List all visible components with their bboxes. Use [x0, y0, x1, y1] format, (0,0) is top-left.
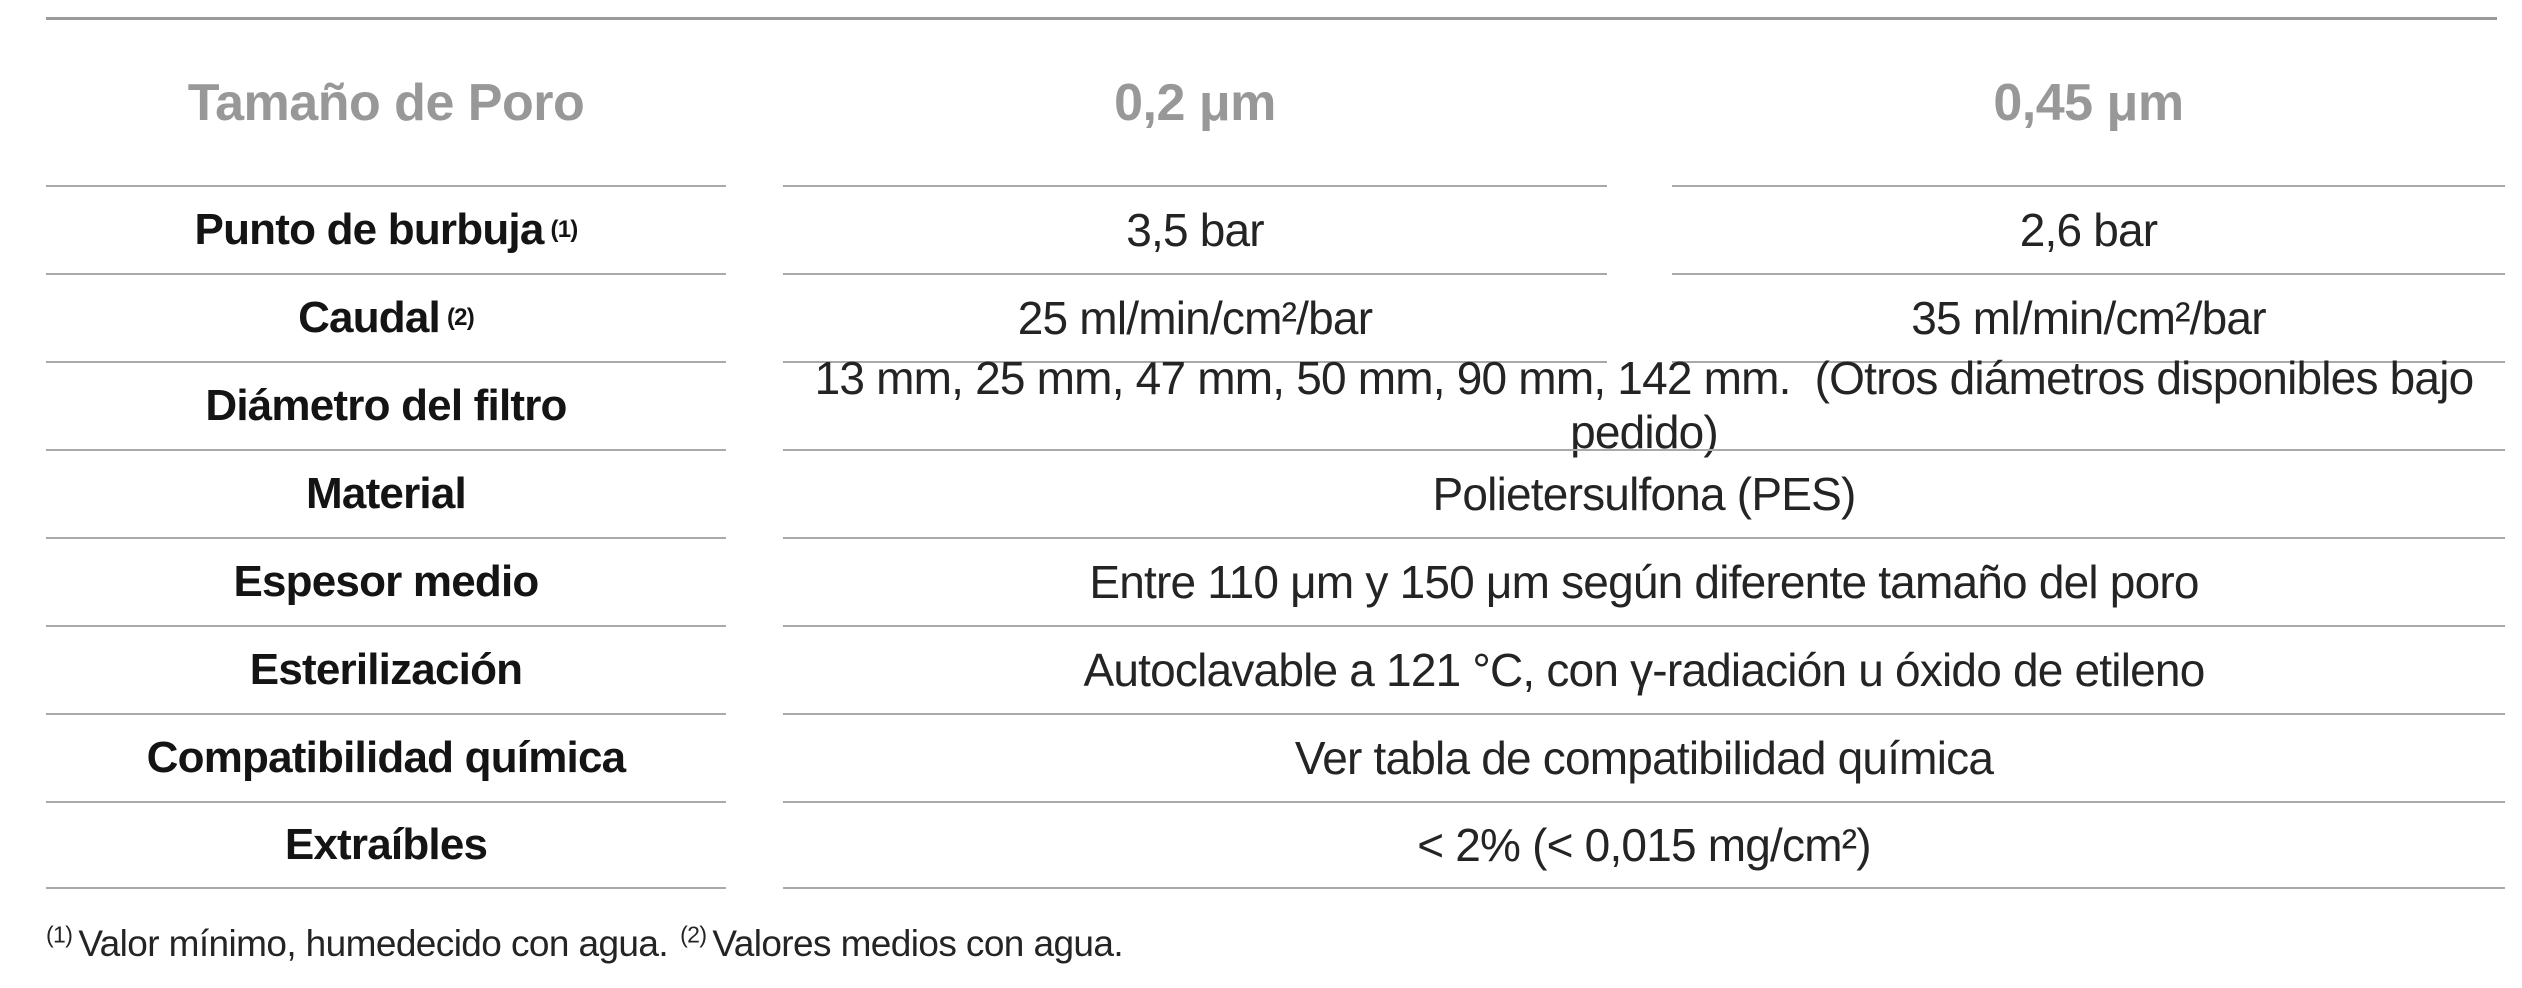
cell-value-045um: 35 ml/min/cm²/bar — [1672, 273, 2505, 361]
cell-value-span: 13 mm, 25 mm, 47 mm, 50 mm, 90 mm, 142 mm. (Otros diámetros disponibles bajo pedido) — [814, 352, 2486, 458]
row-label-text: Punto de burbuja — [194, 205, 544, 254]
table-row-material — [0, 449, 2522, 537]
column-gap — [726, 273, 783, 361]
column-gap — [726, 185, 783, 273]
row-label: Caudal (2) — [46, 273, 726, 361]
left-margin — [0, 713, 46, 801]
row-label-text: Caudal — [298, 293, 440, 342]
table-row-bubble-point — [0, 185, 2522, 273]
table-row-sterilization — [0, 625, 2522, 713]
cell-value-02um: 3,5 bar — [783, 185, 1607, 273]
column-gap — [1607, 185, 1672, 273]
row-label: Compatibilidad química — [46, 713, 726, 801]
footnote — [46, 889, 2522, 965]
table-header-row — [0, 20, 2522, 185]
table-row-thickness — [0, 537, 2522, 625]
column-gap — [726, 361, 783, 449]
footnote-marker-2: (2) — [680, 921, 707, 948]
column-gap — [1607, 20, 1672, 185]
row-label: Espesor medio — [46, 537, 726, 625]
column-gap — [726, 449, 783, 537]
column-gap — [726, 537, 783, 625]
cell-value-045um: 2,6 bar — [1672, 185, 2505, 273]
table-row-filter-diameter — [0, 352, 2522, 458]
left-margin — [0, 801, 46, 889]
table-row-chemical-compatibility — [0, 713, 2522, 801]
footnote-text-2: Valores medios con agua. — [712, 923, 1124, 964]
table-row-flow-rate — [0, 273, 2522, 361]
row-label: Extraíbles — [46, 801, 726, 889]
cell-value-span: Autoclavable a 121 °C, con γ-radiación u óxido de etileno — [783, 625, 2505, 713]
left-margin — [0, 361, 46, 449]
left-margin — [0, 273, 46, 361]
cell-value-span: Polietersulfona (PES) — [783, 449, 2505, 537]
column-gap — [726, 625, 783, 713]
column-gap — [1607, 273, 1672, 361]
left-margin — [0, 537, 46, 625]
row-label: Esterilización — [46, 625, 726, 713]
header-col-02um: 0,2 μm — [1114, 73, 1276, 132]
footnote-marker-1: (1) — [46, 921, 73, 948]
left-margin — [0, 20, 46, 185]
column-gap — [726, 713, 783, 801]
left-margin — [0, 625, 46, 713]
row-label: Material — [46, 449, 726, 537]
left-margin — [0, 185, 46, 273]
row-label: Punto de burbuja (1) — [46, 185, 726, 273]
header-pore-size: Tamaño de Poro — [187, 73, 585, 132]
column-gap — [726, 20, 783, 185]
cell-value-02um: 25 ml/min/cm²/bar — [783, 273, 1607, 361]
cell-value-span: < 2% (< 0,015 mg/cm²) — [783, 801, 2505, 889]
column-gap — [726, 801, 783, 889]
row-label: Diámetro del filtro — [46, 361, 726, 449]
left-margin — [0, 449, 46, 537]
footnote-text-1: Valor mínimo, humedecido con agua. — [78, 923, 669, 964]
header-col-045um: 0,45 μm — [1993, 73, 2184, 132]
cell-value-span: Entre 110 μm y 150 μm según diferente tamaño del poro — [783, 537, 2505, 625]
table-row-extractables — [0, 801, 2522, 889]
cell-value-span: Ver tabla de compatibilidad química — [783, 713, 2505, 801]
